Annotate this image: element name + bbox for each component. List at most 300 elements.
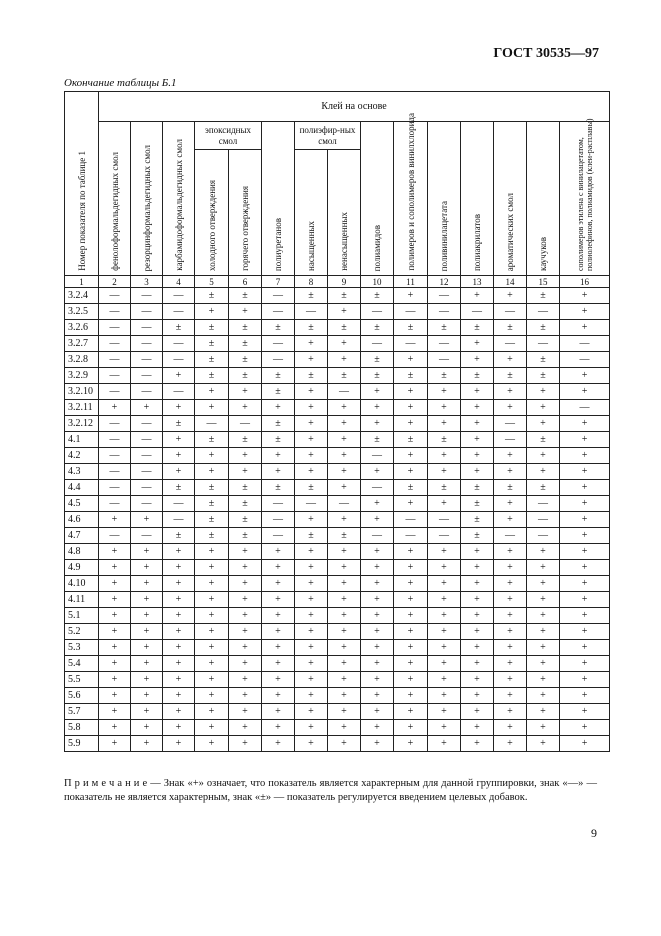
table-cell: ± <box>195 368 229 384</box>
table-cell: ± <box>195 432 229 448</box>
table-cell: ± <box>428 480 461 496</box>
table-cell: + <box>163 672 195 688</box>
table-cell: + <box>99 720 131 736</box>
table-cell: + <box>361 496 394 512</box>
table-cell: + <box>527 656 560 672</box>
table-cell: + <box>295 512 328 528</box>
table-cell: + <box>262 672 295 688</box>
table-cell: + <box>527 720 560 736</box>
polyester-group-header: полиэфир-ных смол <box>295 122 361 150</box>
indicator-number-cell: 4.1 <box>65 432 99 448</box>
table-cell: + <box>131 592 163 608</box>
indicator-number-cell: 4.7 <box>65 528 99 544</box>
table-cell: ± <box>229 432 262 448</box>
table-cell: + <box>99 512 131 528</box>
table-cell: — <box>428 512 461 528</box>
table-cell: + <box>461 624 494 640</box>
indicator-number-cell: 3.2.12 <box>65 416 99 432</box>
table-cell: + <box>99 608 131 624</box>
table-cell: + <box>428 576 461 592</box>
table-cell: + <box>295 576 328 592</box>
table-cell: + <box>494 448 527 464</box>
table-cell: + <box>131 576 163 592</box>
table-cell: ± <box>461 528 494 544</box>
table-cell: + <box>229 560 262 576</box>
table-cell: + <box>428 656 461 672</box>
table-cell: — <box>99 288 131 304</box>
table-cell: + <box>494 496 527 512</box>
table-cell: + <box>163 736 195 752</box>
table-row <box>65 624 610 640</box>
indicator-number-cell: 5.8 <box>65 720 99 736</box>
table-cell: — <box>99 464 131 480</box>
table-cell: — <box>131 416 163 432</box>
table-cell: + <box>328 704 361 720</box>
table-cell: ± <box>262 384 295 400</box>
table-cell: + <box>527 448 560 464</box>
indicator-number-cell: 4.5 <box>65 496 99 512</box>
table-cell: + <box>428 704 461 720</box>
table-cell: + <box>295 624 328 640</box>
table-row <box>65 736 610 752</box>
table-cell: + <box>560 672 610 688</box>
table-cell: ± <box>295 320 328 336</box>
table-cell: + <box>195 656 229 672</box>
table-cell: + <box>131 736 163 752</box>
table-cell: — <box>428 304 461 320</box>
table-cell: + <box>262 464 295 480</box>
table-cell: + <box>328 304 361 320</box>
column-number: 8 <box>295 276 328 288</box>
table-cell: — <box>163 336 195 352</box>
table-row <box>65 560 610 576</box>
indicator-number-cell: 3.2.11 <box>65 400 99 416</box>
table-cell: + <box>461 672 494 688</box>
table-cell: + <box>262 448 295 464</box>
table-cell: — <box>131 496 163 512</box>
table-cell: — <box>428 528 461 544</box>
table-row <box>65 544 610 560</box>
table-cell: ± <box>394 368 428 384</box>
table-cell: — <box>394 304 428 320</box>
table-cell: + <box>461 576 494 592</box>
table-cell: ± <box>361 368 394 384</box>
table-cell: — <box>99 480 131 496</box>
table-cell: + <box>560 464 610 480</box>
table-cell: + <box>295 608 328 624</box>
table-cell: — <box>560 336 610 352</box>
table-cell: — <box>163 496 195 512</box>
table-cell: + <box>295 416 328 432</box>
table-cell: + <box>560 592 610 608</box>
table-cell: + <box>494 560 527 576</box>
column-number: 6 <box>229 276 262 288</box>
table-cell: + <box>99 672 131 688</box>
table-cell: + <box>361 720 394 736</box>
table-cell: — <box>99 336 131 352</box>
table-row <box>65 704 610 720</box>
table-cell: + <box>195 720 229 736</box>
table-cell: + <box>328 640 361 656</box>
table-cell: ± <box>262 368 295 384</box>
table-cell: ± <box>461 496 494 512</box>
table-cell: — <box>99 304 131 320</box>
table-cell: + <box>195 608 229 624</box>
table-cell: ± <box>494 480 527 496</box>
table-row <box>65 336 610 352</box>
table-cell: + <box>195 688 229 704</box>
table-cell: + <box>229 736 262 752</box>
table-cell: + <box>328 512 361 528</box>
table-cell: + <box>461 400 494 416</box>
table-cell: + <box>461 608 494 624</box>
table-cell: + <box>229 592 262 608</box>
indicator-number-cell: 4.8 <box>65 544 99 560</box>
table-cell: + <box>328 544 361 560</box>
table-cell: ± <box>295 480 328 496</box>
table-cell: + <box>163 656 195 672</box>
column-number: 7 <box>262 276 295 288</box>
table-cell: + <box>262 720 295 736</box>
table-cell: + <box>99 704 131 720</box>
table-cell: + <box>428 544 461 560</box>
table-cell: + <box>428 592 461 608</box>
table-cell: + <box>394 464 428 480</box>
table-cell: ± <box>295 288 328 304</box>
table-cell: + <box>560 368 610 384</box>
column-number: 12 <box>428 276 461 288</box>
table-cell: — <box>163 288 195 304</box>
table-cell: + <box>361 512 394 528</box>
table-cell: — <box>394 336 428 352</box>
table-cell: + <box>560 496 610 512</box>
table-cell: + <box>494 512 527 528</box>
table-cell: + <box>461 560 494 576</box>
table-cell: + <box>99 736 131 752</box>
table-cell: + <box>494 464 527 480</box>
indicator-number-cell: 3.2.7 <box>65 336 99 352</box>
table-body <box>65 288 610 752</box>
table-cell: + <box>560 304 610 320</box>
table-row <box>65 320 610 336</box>
table-cell: + <box>163 704 195 720</box>
table-cell: + <box>262 656 295 672</box>
table-cell: + <box>428 464 461 480</box>
table-cell: + <box>229 672 262 688</box>
table-cell: + <box>494 656 527 672</box>
table-cell: + <box>461 736 494 752</box>
table-cell: + <box>394 576 428 592</box>
table-cell: + <box>131 672 163 688</box>
table-cell: + <box>560 736 610 752</box>
table-cell: + <box>328 624 361 640</box>
table-cell: — <box>527 304 560 320</box>
table-cell: + <box>295 400 328 416</box>
table-cell: ± <box>229 496 262 512</box>
table-cell: — <box>131 448 163 464</box>
table-cell: ± <box>461 480 494 496</box>
column-number: 13 <box>461 276 494 288</box>
table-cell: + <box>131 544 163 560</box>
table-cell: — <box>527 528 560 544</box>
table-cell: + <box>494 672 527 688</box>
table-cell: + <box>394 608 428 624</box>
epoxy-group-header: эпоксидных смол <box>195 122 262 150</box>
table-cell: + <box>560 624 610 640</box>
table-cell: + <box>229 304 262 320</box>
table-cell: + <box>229 608 262 624</box>
table-cell: + <box>394 720 428 736</box>
table-cell: + <box>229 400 262 416</box>
table-cell: + <box>163 368 195 384</box>
table-cell: ± <box>262 320 295 336</box>
column-number: 5 <box>195 276 229 288</box>
table-cell: + <box>99 640 131 656</box>
table-cell: — <box>295 496 328 512</box>
table-cell: + <box>461 704 494 720</box>
indicator-number-cell: 4.2 <box>65 448 99 464</box>
table-cell: ± <box>361 320 394 336</box>
table-cell: + <box>494 400 527 416</box>
indicator-number-cell: 4.10 <box>65 576 99 592</box>
table-cell: + <box>99 656 131 672</box>
table-cell: + <box>527 640 560 656</box>
table-cell: — <box>262 496 295 512</box>
table-cell: + <box>394 544 428 560</box>
table-cell: — <box>195 416 229 432</box>
table-cell: + <box>494 384 527 400</box>
table-cell: + <box>99 400 131 416</box>
table-cell: — <box>394 528 428 544</box>
table-cell: + <box>195 384 229 400</box>
table-cell: + <box>527 672 560 688</box>
table-cell: ± <box>195 528 229 544</box>
table-cell: ± <box>229 528 262 544</box>
table-cell: + <box>394 416 428 432</box>
table-cell: + <box>295 592 328 608</box>
table-cell: + <box>494 592 527 608</box>
table-cell: + <box>494 608 527 624</box>
table-cell: + <box>461 544 494 560</box>
table-cell: ± <box>163 320 195 336</box>
table-cell: + <box>295 656 328 672</box>
table-cell: + <box>328 416 361 432</box>
table-cell: + <box>560 576 610 592</box>
table-cell: + <box>295 352 328 368</box>
table-cell: + <box>229 640 262 656</box>
table-cell: + <box>163 592 195 608</box>
table-cell: + <box>328 480 361 496</box>
table-cell: + <box>195 624 229 640</box>
table-cell: + <box>461 416 494 432</box>
table-cell: ± <box>262 416 295 432</box>
column-number: 10 <box>361 276 394 288</box>
table-cell: ± <box>262 432 295 448</box>
table-cell: — <box>99 352 131 368</box>
table-cell: + <box>428 736 461 752</box>
table-cell: — <box>262 512 295 528</box>
table-cell: ± <box>328 368 361 384</box>
table-row <box>65 464 610 480</box>
table-cell: + <box>328 672 361 688</box>
table-cell: — <box>428 336 461 352</box>
table-cell: + <box>394 624 428 640</box>
table-cell: ± <box>195 512 229 528</box>
table-cell: + <box>461 640 494 656</box>
column-number: 16 <box>560 276 610 288</box>
table-cell: ± <box>295 368 328 384</box>
table-cell: — <box>461 304 494 320</box>
table-cell: — <box>328 496 361 512</box>
column-number: 3 <box>131 276 163 288</box>
table-cell: ± <box>163 528 195 544</box>
table-cell: — <box>361 448 394 464</box>
table-cell: + <box>560 448 610 464</box>
table-cell: — <box>394 512 428 528</box>
table-cell: + <box>428 400 461 416</box>
table-cell: + <box>560 544 610 560</box>
table-row <box>65 672 610 688</box>
table-cell: + <box>99 688 131 704</box>
indicator-number-cell: 3.2.5 <box>65 304 99 320</box>
indicator-number-cell: 5.4 <box>65 656 99 672</box>
table-cell: + <box>560 512 610 528</box>
table-cell: + <box>527 688 560 704</box>
table-cell: + <box>361 416 394 432</box>
table-cell: + <box>195 640 229 656</box>
table-cell: ± <box>361 288 394 304</box>
table-cell: + <box>229 656 262 672</box>
table-cell: — <box>99 368 131 384</box>
table-cell: ± <box>394 432 428 448</box>
table-cell: ± <box>163 480 195 496</box>
table-cell: + <box>328 688 361 704</box>
table-cell: + <box>262 624 295 640</box>
column-number: 15 <box>527 276 560 288</box>
table-cell: + <box>99 576 131 592</box>
table-cell: ± <box>527 320 560 336</box>
table-row <box>65 720 610 736</box>
table-cell: — <box>163 352 195 368</box>
table-cell: — <box>99 416 131 432</box>
table-cell: + <box>328 400 361 416</box>
table-cell: + <box>527 592 560 608</box>
table-cell: + <box>295 704 328 720</box>
table-cell: — <box>131 368 163 384</box>
table-cell: + <box>328 336 361 352</box>
col-header-13: полиакрилатов <box>461 122 494 276</box>
table-cell: + <box>494 576 527 592</box>
table-cell: + <box>295 464 328 480</box>
table-cell: — <box>527 512 560 528</box>
table-cell: + <box>262 688 295 704</box>
table-cell: ± <box>527 288 560 304</box>
table-cell: + <box>262 576 295 592</box>
table-cell: + <box>131 512 163 528</box>
table-cell: + <box>295 720 328 736</box>
table-caption: Окончание таблицы Б.1 <box>64 77 177 89</box>
table-cell: ± <box>195 320 229 336</box>
table-cell: — <box>131 336 163 352</box>
table-cell: — <box>494 432 527 448</box>
table-cell: + <box>295 688 328 704</box>
table-cell: — <box>560 352 610 368</box>
table-cell: + <box>494 624 527 640</box>
table-cell: + <box>163 624 195 640</box>
col-header-16: сополимеров этилена с винилацетатом, полиолефинов, полиамидов (клеи-расплавы) <box>560 122 610 276</box>
column-number-row <box>65 276 610 288</box>
table-cell: + <box>394 384 428 400</box>
table-cell: + <box>394 704 428 720</box>
table-cell: + <box>527 464 560 480</box>
col-header-6: горячего отверждения <box>229 150 262 276</box>
table-cell: + <box>394 640 428 656</box>
column-number: 4 <box>163 276 195 288</box>
col-header-12: поливинилацетата <box>428 122 461 276</box>
table-cell: + <box>328 464 361 480</box>
column-number: 9 <box>328 276 361 288</box>
table-cell: + <box>394 592 428 608</box>
table-row <box>65 288 610 304</box>
table-cell: + <box>560 384 610 400</box>
table-cell: + <box>560 704 610 720</box>
col-header-3: резорцинформальдегидных смол <box>131 122 163 276</box>
table-cell: ± <box>229 480 262 496</box>
table-cell: ± <box>195 352 229 368</box>
table-cell: ± <box>527 480 560 496</box>
table-cell: + <box>527 576 560 592</box>
table-cell: + <box>560 432 610 448</box>
table-cell: + <box>163 720 195 736</box>
table-cell: ± <box>461 368 494 384</box>
table-cell: + <box>99 624 131 640</box>
table-cell: + <box>461 464 494 480</box>
table-cell: + <box>131 640 163 656</box>
table-cell: + <box>428 688 461 704</box>
table-cell: ± <box>229 288 262 304</box>
table-cell: + <box>295 384 328 400</box>
table-row <box>65 432 610 448</box>
table-cell: + <box>262 640 295 656</box>
table-cell: + <box>328 736 361 752</box>
table-row <box>65 592 610 608</box>
table-cell: + <box>328 576 361 592</box>
col-header-10: полиамидов <box>361 122 394 276</box>
table-row <box>65 496 610 512</box>
table-cell: ± <box>328 320 361 336</box>
indicator-number-cell: 4.3 <box>65 464 99 480</box>
table-cell: — <box>527 336 560 352</box>
table-cell: + <box>328 720 361 736</box>
table-cell: + <box>262 608 295 624</box>
table-cell: + <box>394 656 428 672</box>
col-header-2: фенолоформальдегидных смол <box>99 122 131 276</box>
table-cell: + <box>195 304 229 320</box>
table-cell: + <box>229 544 262 560</box>
table-cell: + <box>394 400 428 416</box>
table-cell: + <box>229 704 262 720</box>
col-header-7: полиуретанов <box>262 122 295 276</box>
table-cell: + <box>428 384 461 400</box>
table-cell: + <box>527 416 560 432</box>
table-cell: + <box>560 320 610 336</box>
table-cell: — <box>262 352 295 368</box>
table-cell: + <box>394 352 428 368</box>
table-cell: + <box>527 544 560 560</box>
table-cell: + <box>195 544 229 560</box>
table-cell: — <box>295 304 328 320</box>
table-cell: + <box>163 608 195 624</box>
